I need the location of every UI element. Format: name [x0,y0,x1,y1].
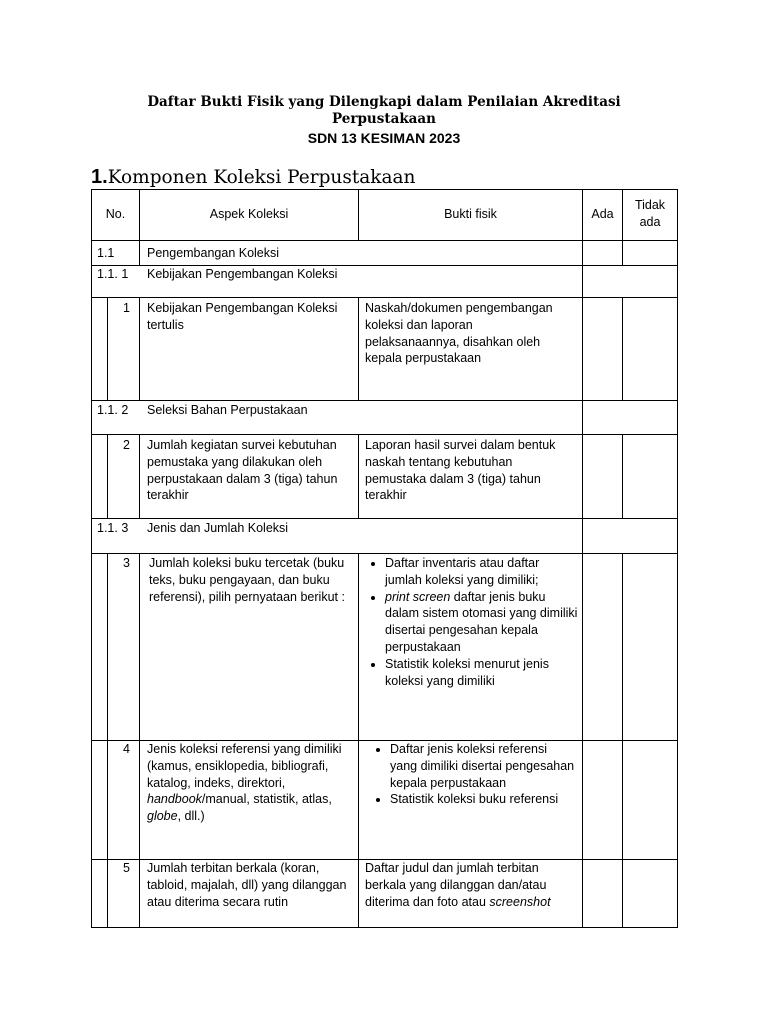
bukti-cell [364,555,578,689]
bukti-cell [364,741,576,808]
italic-term: handbook [147,792,202,807]
bukti-cell [365,860,575,910]
bukti-cell: Laporan hasil survei dalam bentuk naskah tentang kebutuhan pemustaka dalam 3 (tiga) tahun terakhir [365,438,556,503]
row-number: 3 [123,556,130,570]
row-number: 5 [123,861,130,875]
section-heading [91,164,415,190]
aspek-cell: Jumlah koleksi buku tercetak (buku teks, buku pengayaan, dan buku referensi), pilih pernyataan berikut : [149,556,345,604]
col-header-bukti: Bukti fisik [444,207,497,221]
bullet-item: • Daftar inventaris atau daftar jumlah koleksi yang dimiliki; [385,555,578,589]
row-number: 2 [123,438,130,452]
section-number: 1. [91,166,108,188]
aspek-cell [147,741,357,825]
bullet-text: daftar jenis buku dalam sistem otomasi yang dimiliki disertai pengesahan kepala perpustakaan [385,589,578,654]
row-number: 1 [123,301,130,315]
row-number: 4 [123,742,130,756]
bullet-item: • Statistik koleksi menurut jenis koleksi yang dimiliki [385,656,578,690]
row-number: 1.1 [97,246,115,260]
aspek-cell: Kebijakan Pengembangan Koleksi tertulis [147,301,338,332]
section-title: Komponen Koleksi Perpustakaan [107,167,416,188]
aspek-cell: Jumlah kegiatan survei kebutuhan pemustaka yang dilakukan oleh perpustakaan dalam 3 (tiga) tahun terakhir [147,438,338,503]
col-header-aspek: Aspek Koleksi [209,207,289,221]
aspek-text: , dll.) [177,809,205,824]
italic-term: globe [147,809,178,824]
bullet-item: • Daftar jenis koleksi referensi yang dimiliki disertai pengesahan kepala perpustakaan [390,741,576,791]
row-number: 1.1. 1 [97,267,129,281]
bukti-cell: Naskah/dokumen pengembangan koleksi dan laporan pelaksanaannya, disahkan oleh kepala perpustakaan [365,301,553,366]
doc-title-line-2: Perpustakaan [332,111,436,127]
col-header-tidak-ada: Tidak ada [634,198,666,229]
col-header-ada: Ada [591,207,614,221]
doc-title-school: SDN 13 KESIMAN 2023 [307,130,461,146]
col-header-no: No. [105,207,126,221]
bullet-item: • Statistik koleksi buku referensi [390,791,576,808]
group-label: Kebijakan Pengembangan Koleksi [147,267,338,281]
group-label: Seleksi Bahan Perpustakaan [147,403,308,417]
aspek-cell: Jumlah terbitan berkala (koran, tabloid, majalah, dll) yang dilanggan atau diterima secara rutin [147,861,347,909]
row-number: 1.1. 3 [97,521,129,535]
aspek-text: Jenis koleksi referensi yang dimiliki (kamus, ensiklopedia, bibliografi, katalog, indeks, direktori, [147,742,342,790]
italic-term: screenshot [489,894,551,909]
bukti-text: Daftar judul dan jumlah terbitan berkala yang dilanggan dan/atau diterima dan foto atau [365,861,547,909]
row-number: 1.1. 2 [97,403,129,417]
group-label: Jenis dan Jumlah Koleksi [147,521,289,535]
group-label: Pengembangan Koleksi [147,246,280,260]
italic-term: print screen [385,589,451,604]
aspek-text: /manual, statistik, atlas, [201,792,332,807]
doc-title-line-1: Daftar Bukti Fisik yang Dilengkapi dalam Penilaian Akreditasi [147,94,621,110]
bullet-item [385,589,578,656]
